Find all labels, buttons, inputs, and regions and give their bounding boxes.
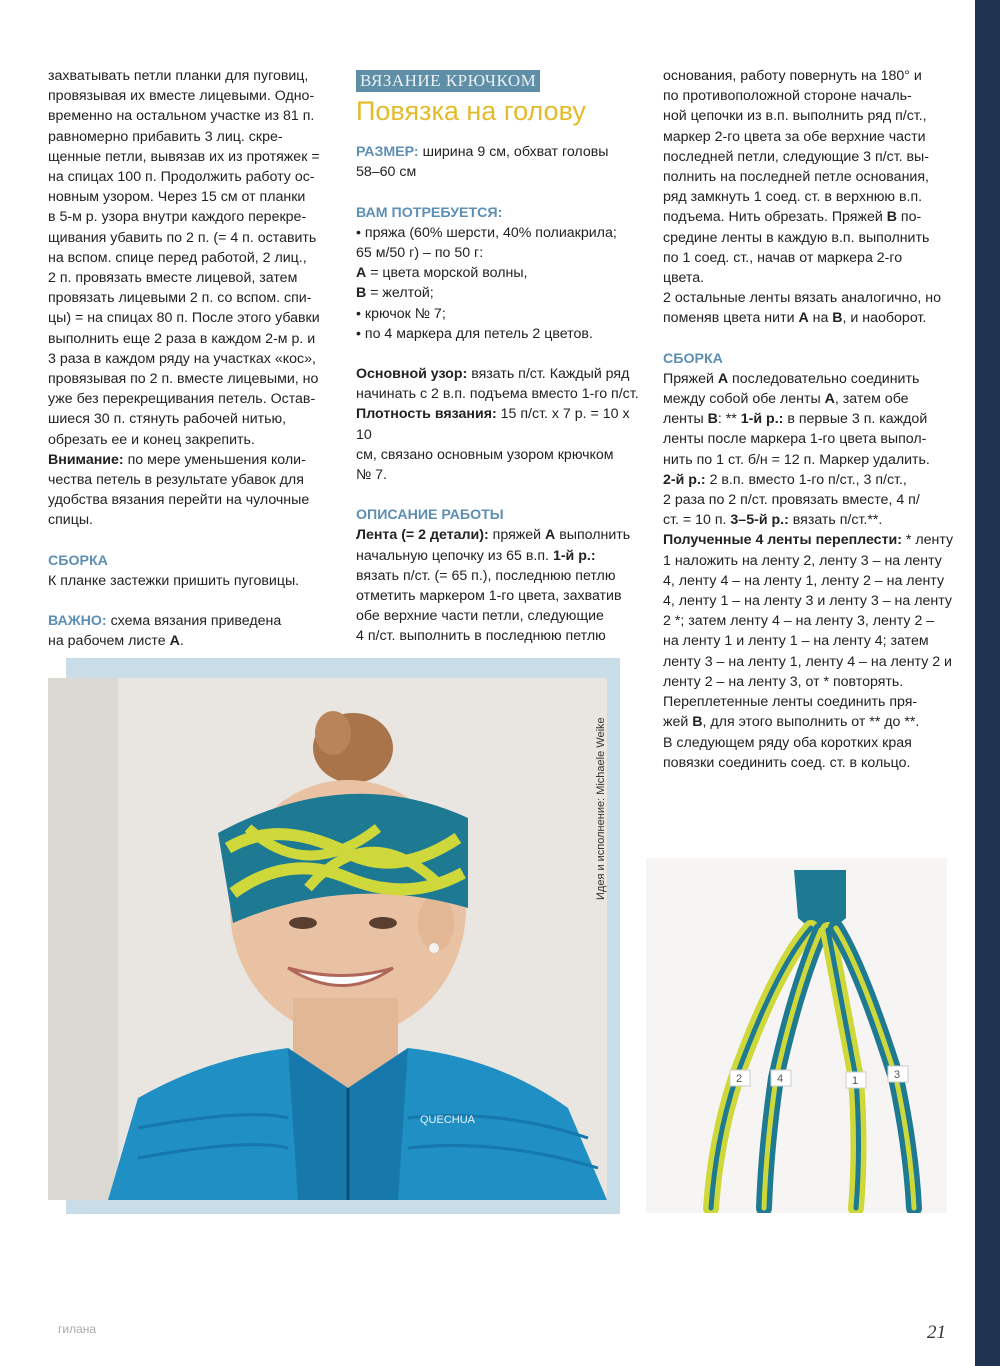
row35-label: 3–5-й р.:: [730, 512, 789, 529]
row2-text: 2 в.п. вместо 1-го п/ст., 3 п/ст.,: [705, 471, 907, 488]
col1-body: [48, 66, 330, 450]
row2-line-3: [663, 510, 958, 530]
asm3-row: 1-й р.:: [740, 411, 784, 428]
asm2-end: , затем обе: [834, 391, 909, 408]
size-line-1: [356, 142, 646, 162]
important-label: ВАЖНО:: [48, 613, 107, 630]
row2-line-1: [663, 470, 958, 490]
attention-label: Внимание:: [48, 451, 124, 468]
column-2: [356, 70, 646, 647]
col3-line: основания, работу повернуть на 180° и: [663, 68, 922, 84]
final-line-1: В следующем ряду оба коротких края: [663, 734, 912, 751]
ribbon-line-3: вязать п/ст. (= 65 п.), последнюю петлю: [356, 567, 616, 584]
weave-line: 4, ленту 4 – на ленту 1, ленту 2 – на ленту: [663, 572, 945, 589]
col3-line: полнить на последней петле основания,: [663, 169, 929, 186]
asm1-pre: Пряжей: [663, 370, 718, 387]
gauge-line-2: см, связано основным узором крючком: [356, 446, 614, 463]
row2-line-2: 2 раза по 2 п/ст. провязать вместе, 4 п/: [663, 492, 920, 509]
footer-watermark: гилана: [58, 1322, 97, 1336]
col3-line-b4: цвета.: [663, 270, 705, 287]
swap-mid: на: [808, 310, 833, 327]
asm2-pre: между собой обе ленты: [663, 391, 825, 408]
weave-line: 1 наложить на ленту 2, ленту 3 – на ленту: [663, 552, 942, 569]
gauge-label: Плотность вязания:: [356, 406, 497, 423]
col1-line: новным узором. Через 15 см от планки: [48, 189, 306, 206]
col1-line: провязывая их вместе лицевыми. Одно-: [48, 88, 315, 105]
ribbon-line-1: [356, 525, 646, 545]
assembly-heading-3: СБОРКА: [663, 350, 723, 367]
col1-line: обрезать ее и конец закрепить.: [48, 431, 255, 448]
ribbons-illustration: [646, 858, 947, 1213]
col3-line-b5: 2 остальные ленты вязать аналогично, но: [663, 290, 941, 307]
final-line-2: повязки соединить соед. ст. в кольцо.: [663, 754, 911, 771]
col3-line: ряд замкнуть 1 соед. ст. в верхнюю в.п.: [663, 189, 923, 206]
asm1-end: последовательно соединить: [728, 370, 920, 387]
pattern-text: вязать п/ст. Каждый ряд: [467, 366, 630, 383]
row2-text-3: ст. = 10 п.: [663, 512, 731, 529]
important-end: .: [179, 633, 184, 650]
col1-line: 3 раза в каждом ряду на участках «кос»,: [48, 350, 316, 367]
col1-line: уже без перекрещивания петель. Остав-: [48, 391, 316, 408]
weave-line: на ленту 1 и ленту 1 – на ленту 4; затем: [663, 633, 929, 650]
asm-line-2: [663, 389, 958, 409]
materials-line-2: 65 м/50 г) – по 50 г:: [356, 245, 484, 262]
gauge-line-1: [356, 404, 646, 444]
weave-body: [663, 551, 958, 713]
col1-line: провязать лицевыми 2 п. со вспом. спи-: [48, 290, 312, 307]
asm-line-3: [663, 409, 958, 429]
col1-line: на спицах 100 п. Продолжить работу ос-: [48, 169, 315, 186]
weave-line-1: [663, 530, 958, 550]
swap-end: , и наоборот.: [842, 310, 927, 327]
col3-line: маркер 2-го цвета за обе верхние части: [663, 128, 926, 145]
col3-swap-line: [663, 308, 958, 328]
asm1-a: А: [717, 370, 729, 387]
size-label: РАЗМЕР:: [356, 144, 419, 161]
col3-text-a8: подъема. Нить обрезать. Пряжей: [663, 209, 887, 226]
attention-line-3: удобства вязания перейти на чулочные: [48, 492, 310, 509]
yarn-b-line: [356, 283, 646, 303]
yarn-a-text: = цвета морской волны,: [366, 265, 528, 282]
col3-b1: В: [886, 209, 897, 226]
headband-photo: [48, 678, 607, 1200]
gauge-text: 15 п/ст. x 7 р. = 10 x 10: [356, 406, 630, 443]
ribbon-tag-4: 3: [894, 1069, 901, 1081]
asm3-mid: : **: [717, 411, 741, 428]
markers-line: • по 4 маркера для петель 2 цветов.: [356, 325, 593, 342]
hook-line: • крючок № 7;: [356, 305, 446, 322]
col1-line: захватывать петли планки для пуговиц,: [48, 68, 309, 84]
asm-line-5: нить по 1 ст. б/н = 12 п. Маркер удалить.: [663, 451, 930, 468]
weave-line: ленту 3 – на ленту 1, ленту 4 – на ленту 2 и: [663, 653, 952, 670]
ribbon-tag-1: 2: [736, 1073, 743, 1085]
col3-line-b2: средине ленты в каждую в.п. выполнить: [663, 229, 930, 246]
important-line-2: [48, 631, 330, 651]
swap-a: А: [798, 310, 809, 327]
asm3-b: В: [707, 411, 718, 428]
col1-line: выполнить еще 2 раза в каждом 2-м р. и: [48, 330, 316, 347]
asm3-end: в первые 3 п. каждой: [783, 411, 928, 428]
swap-pre: поменяв цвета нити: [663, 310, 799, 327]
important-text: схема вязания приведена: [106, 613, 282, 630]
ribbon-line-2: [356, 546, 646, 566]
col3-part-a: [663, 66, 958, 207]
asm2-a: А: [824, 391, 835, 408]
ribbon-a: А: [545, 527, 556, 544]
ribbon-text-1b: выполнить: [555, 527, 631, 544]
important-text-2: на рабочем листе: [48, 633, 170, 650]
pattern-label: Основной узор:: [356, 366, 468, 383]
weave-line: Переплетенные ленты соединить пря-: [663, 694, 918, 711]
row2-label: 2-й р.:: [663, 471, 706, 488]
weave-label: Полученные 4 ленты переплести:: [663, 532, 902, 549]
col3-line-b3: по 1 соед. ст., начав от маркера 2-го: [663, 249, 903, 266]
ribbon-line-4: отметить маркером 1-го цвета, захватив: [356, 588, 622, 605]
attention-line-2: чества петель в результате убавок для: [48, 472, 304, 489]
ribbon-row1-label: 1-й р.:: [552, 547, 596, 564]
article-title: Повязка на голову: [356, 96, 586, 127]
join-end: , для этого выполнить от ** до **.: [702, 714, 920, 731]
pattern-line-1: [356, 364, 646, 384]
col1-line: временно на остальном участке из 81 п.: [48, 108, 315, 125]
col1-line: на вспом. спице перед работой, 2 лиц.,: [48, 249, 307, 266]
size-line-2: 58–60 см: [356, 164, 417, 181]
col3-line: последней петли, следующие 3 п/ст. вы-: [663, 148, 929, 165]
column-3: [663, 66, 958, 773]
weave-line: 4, ленту 1 – на ленту 3 и ленту 3 – на ленту: [663, 593, 952, 610]
photo-credit: [591, 676, 607, 906]
weave-line: 2 *; затем ленту 4 – на ленту 3, ленту 2 –: [663, 613, 935, 630]
asm3-pre: ленты: [663, 411, 708, 428]
ribbon-tag-2: 4: [777, 1073, 784, 1085]
important-bold: А: [169, 633, 180, 650]
yarn-a-bold: А: [356, 265, 367, 282]
col1-line: цы) = на спицах 80 п. После этого убавки: [48, 310, 320, 327]
important-line-1: [48, 611, 330, 631]
ribbon-tag-3: 1: [852, 1075, 859, 1087]
swap-b: В: [832, 310, 843, 327]
ribbon-line-5: обе верхние части петли, следующие: [356, 608, 604, 625]
description-heading: ОПИСАНИЕ РАБОТЫ: [356, 507, 504, 524]
woman-headband-illustration: [48, 678, 607, 1200]
col3-line: по противоположной стороне началь-: [663, 88, 912, 105]
col3-line: ной цепочки из в.п. выполнить ряд п/ст.,: [663, 108, 927, 125]
page-number: 21: [927, 1322, 946, 1343]
col3-after-b1: по-: [896, 209, 922, 226]
column-1: [48, 66, 330, 651]
weave-text-1: * ленту: [901, 532, 954, 549]
ribbon-label: Лента (= 2 детали):: [356, 527, 489, 544]
jacket-logo: QUECHUA: [420, 1114, 476, 1126]
col1-line: провязывая по 2 п. вместе лицевыми, но: [48, 371, 319, 388]
section-label: ВЯЗАНИЕ КРЮЧКОМ: [356, 70, 540, 92]
asm-line-4: ленты после маркера 1-го цвета выпол-: [663, 431, 927, 448]
ribbon-text-1: пряжей: [488, 527, 546, 544]
materials-line-1: • пряжа (60% шерсти, 40% полиакрила;: [356, 224, 617, 241]
col1-line: шиеся 30 п. стянуть рабочей нитью,: [48, 411, 287, 428]
join-b: В: [692, 714, 703, 731]
weave-line: ленту 2 – на ленту 3, от * повторять.: [663, 673, 904, 690]
materials-heading: ВАМ ПОТРЕБУЕТСЯ:: [356, 204, 503, 221]
join-line: [663, 712, 958, 732]
gauge-line-3: № 7.: [356, 467, 387, 484]
yarn-b-bold: В: [356, 285, 367, 302]
assembly-text-1: К планке застежки пришить пуговицы.: [48, 572, 300, 589]
pattern-line-2: начинать с 2 в.п. подъема вместо 1-го п/ст.: [356, 386, 639, 403]
ribbon-text-2: начальную цепочку из 65 в.п.: [356, 547, 553, 564]
col1-line: равномерно прибавить 3 лиц. скре-: [48, 128, 283, 145]
assembly-heading-1: СБОРКА: [48, 552, 108, 569]
size-text: ширина 9 см, обхват головы: [418, 144, 609, 161]
attention-text: по мере уменьшения коли-: [123, 451, 306, 468]
yarn-a-line: [356, 263, 646, 283]
join-pre: жей: [663, 714, 693, 731]
attention-line-1: [48, 450, 330, 470]
ribbons-photo: [646, 858, 947, 1213]
attention-line-4: спицы.: [48, 512, 93, 529]
photo-credit-text: Идея и исполнение: Michaele Weike: [595, 717, 607, 900]
col1-line: щенные петли, вывязав их из протяжек =: [48, 148, 320, 165]
asm-line-1: [663, 369, 958, 389]
ribbon-line-6: 4 п/ст. выполнить в последнюю петлю: [356, 628, 606, 645]
col1-line: в 5-м р. узора внутри каждого перекре-: [48, 209, 307, 226]
col1-line: щивания убавить по 2 п. (= 4 п. оставить: [48, 229, 317, 246]
col1-line: 2 п. провязать вместе лицевой, затем: [48, 270, 298, 287]
yarn-b-text: = желтой;: [366, 285, 434, 302]
row35-end: вязать п/ст.**.: [788, 512, 883, 529]
col3-line-b1: [663, 207, 958, 227]
